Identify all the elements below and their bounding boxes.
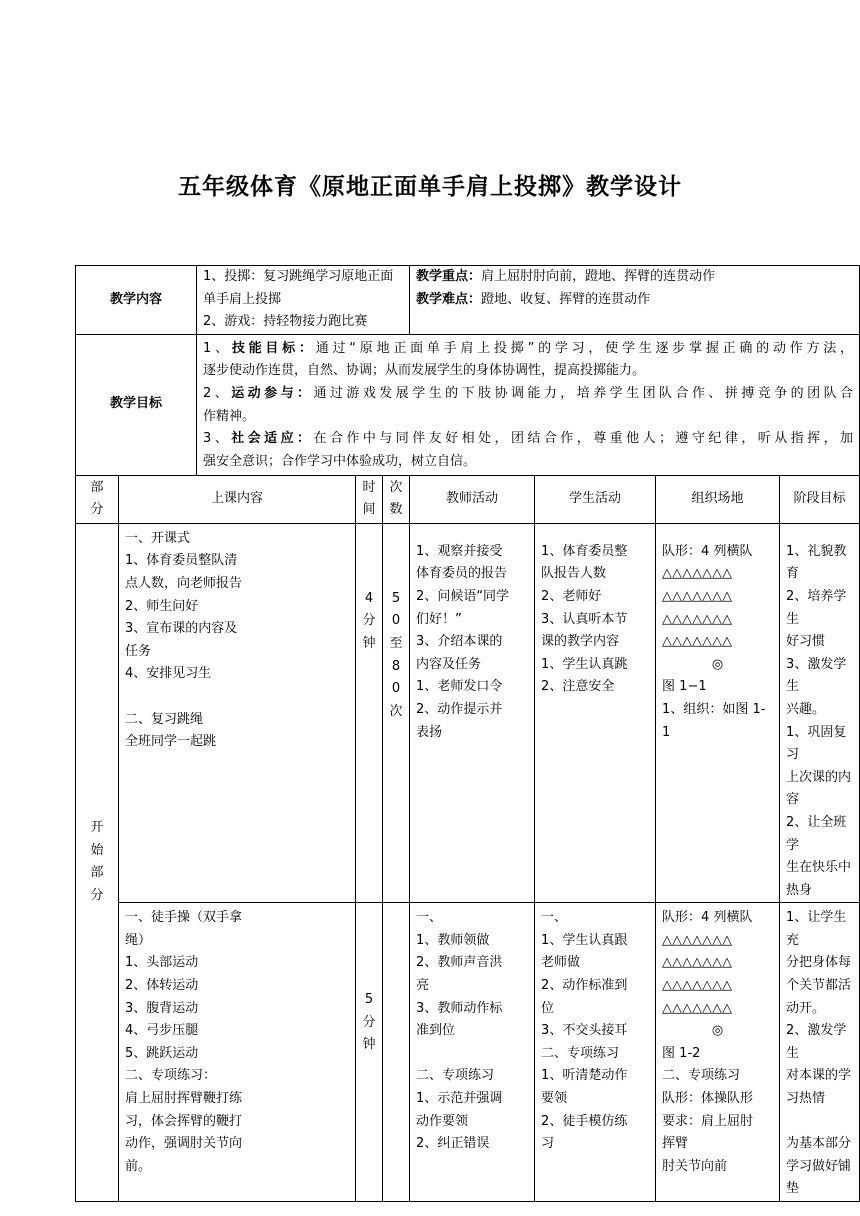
difficulty-text: 蹬地、收复、挥臂的连贯动作 — [481, 291, 651, 307]
table-header-row — [76, 475, 860, 523]
difficulty-label: 教学难点： — [416, 291, 482, 307]
goal-line: 2、运动参与：通过游戏发展学生的下肢协调能力，培养学生团队合作、拼搏竞争的团队合 — [203, 385, 854, 401]
key-points-cell — [410, 266, 860, 335]
formation-row: △△△△△△△ — [662, 932, 733, 948]
table-row — [76, 523, 860, 903]
header-goal: 阶段目标 — [780, 475, 860, 523]
goal-line: 逐步使动作连贯，自然、协调；从而发展学生的身体协调性，提高投掷能力。 — [203, 363, 646, 379]
row1-student: 1、体育委员整 队报告人数 2、老师好 3、认真听本节 课的教学内容 1、学生认真跳 2、注意安全 — [535, 523, 656, 903]
content-item: 单手肩上投掷 — [203, 291, 282, 307]
teaching-content-items — [197, 266, 410, 335]
row2-time: 5 分 钟 — [356, 903, 383, 1202]
formation-row: △△△△△△△ — [662, 634, 733, 650]
formation-row: △△△△△△△ — [662, 588, 733, 604]
row1-content: 一、开课式 1、体育委员整队清 点人数，向老师报告 2、师生问好 3、宣布课的内容及 任务 4、安排见习生 二、复习跳绳 全班同学一起跳 — [119, 523, 356, 903]
row1-org: 队形：4 列横队 △△△△△△△ △△△△△△△ △△△△△△△ △△△△△△△ ◎ 图 1−1 1、组织：如图 1-1 — [656, 523, 780, 903]
key-point-label: 教学重点： — [416, 269, 482, 284]
formation-row: △△△△△△△ — [662, 1000, 733, 1016]
formation-row: △△△△△△△ — [662, 955, 733, 971]
row1-time: 4 分 钟 — [356, 523, 383, 903]
teaching-goals-text — [197, 334, 860, 475]
content-item: 1、投掷：复习跳绳学习原地正面 — [203, 269, 394, 284]
teacher-mark: ◎ — [711, 656, 724, 672]
content-item: 2、游戏：持轻物接力跑比赛 — [203, 314, 368, 330]
table-row — [76, 903, 860, 1202]
goal-line: 作精神。 — [203, 408, 256, 424]
key-point-text: 肩上屈肘肘向前，蹬地、挥臂的连贯动作 — [481, 269, 716, 284]
row2-org: 队形：4 列横队 △△△△△△△ △△△△△△△ △△△△△△△ △△△△△△△ ◎ 图 1-2 二、专项练习 队形：体操队形 要求：肩上屈肘 挥臂 肘关节向前 — [656, 903, 780, 1202]
teaching-content-row — [76, 266, 860, 335]
teaching-content-label: 教学内容 — [76, 266, 197, 335]
header-teacher: 教师活动 — [410, 475, 535, 523]
teaching-goals-row — [76, 334, 860, 475]
header-count: 次 数 — [383, 475, 410, 523]
row1-goal: 1、礼貌教育 2、培养学生 好习惯 3、激发学生 兴趣。 1、巩固复习 上次课的内 容 2、让全班学 生在快乐中 热身 — [780, 523, 860, 903]
section-label: 开 始 部 分 — [76, 523, 119, 1201]
row1-count: 5 0 至 8 0 次 — [383, 523, 410, 903]
header-part: 部 分 — [76, 475, 119, 523]
teaching-goals-label: 教学目标 — [76, 334, 197, 475]
page-title: 五年级体育《原地正面单手肩上投掷》教学设计 — [178, 174, 682, 200]
goal-line: 1、技能目标：通过“原地正面单手肩上投掷”的学习，使学生逐步掌握正确的动作方法， — [203, 340, 854, 356]
header-org: 组织场地 — [656, 475, 780, 523]
formation-row: △△△△△△△ — [662, 978, 733, 994]
row1-teacher: 1、观察并接受 体育委员的报告 2、问候语“同学 们好！” 3、介绍本课的 内容及任务 1、老师发口令 2、动作提示并 表扬 — [410, 523, 535, 903]
header-student: 学生活动 — [535, 475, 656, 523]
header-content: 上课内容 — [119, 475, 356, 523]
goal-line: 强安全意识；合作学习中体验成功，树立自信。 — [203, 453, 477, 469]
teacher-mark: ◎ — [711, 1023, 724, 1039]
formation-row: △△△△△△△ — [662, 566, 733, 582]
lesson-plan-table — [75, 265, 860, 1202]
row2-count — [383, 903, 410, 1202]
header-time: 时 间 — [356, 475, 383, 523]
row2-student: 一、 1、学生认真跟 老师做 2、动作标准到 位 3、不交头接耳 二、专项练习 1、听清楚动作 要领 2、徒手模仿练 习 — [535, 903, 656, 1202]
row2-goal: 1、让学生充 分把身体每 个关节都活 动开。 2、激发学生 对本课的学 习热情 为基本部分 学习做好铺 垫 — [780, 903, 860, 1202]
formation-row: △△△△△△△ — [662, 611, 733, 627]
row2-content: 一、徒手操（双手拿 绳） 1、头部运动 2、体转运动 3、腹背运动 4、弓步压腿 5、跳跃运动 二、专项练习： 肩上屈肘挥臂鞭打练 习，体会挥臂的鞭打 动作，强调肘关节向 前。 — [119, 903, 356, 1202]
row2-teacher: 一、 1、教师领做 2、教师声音洪 亮 3、教师动作标 准到位 二、专项练习 1、示范并强调 动作要领 2、纠正错误 — [410, 903, 535, 1202]
goal-line: 3、社会适应：在合作中与同伴友好相处，团结合作，尊重他人；遵守纪律，听从指挥，加 — [203, 431, 854, 447]
